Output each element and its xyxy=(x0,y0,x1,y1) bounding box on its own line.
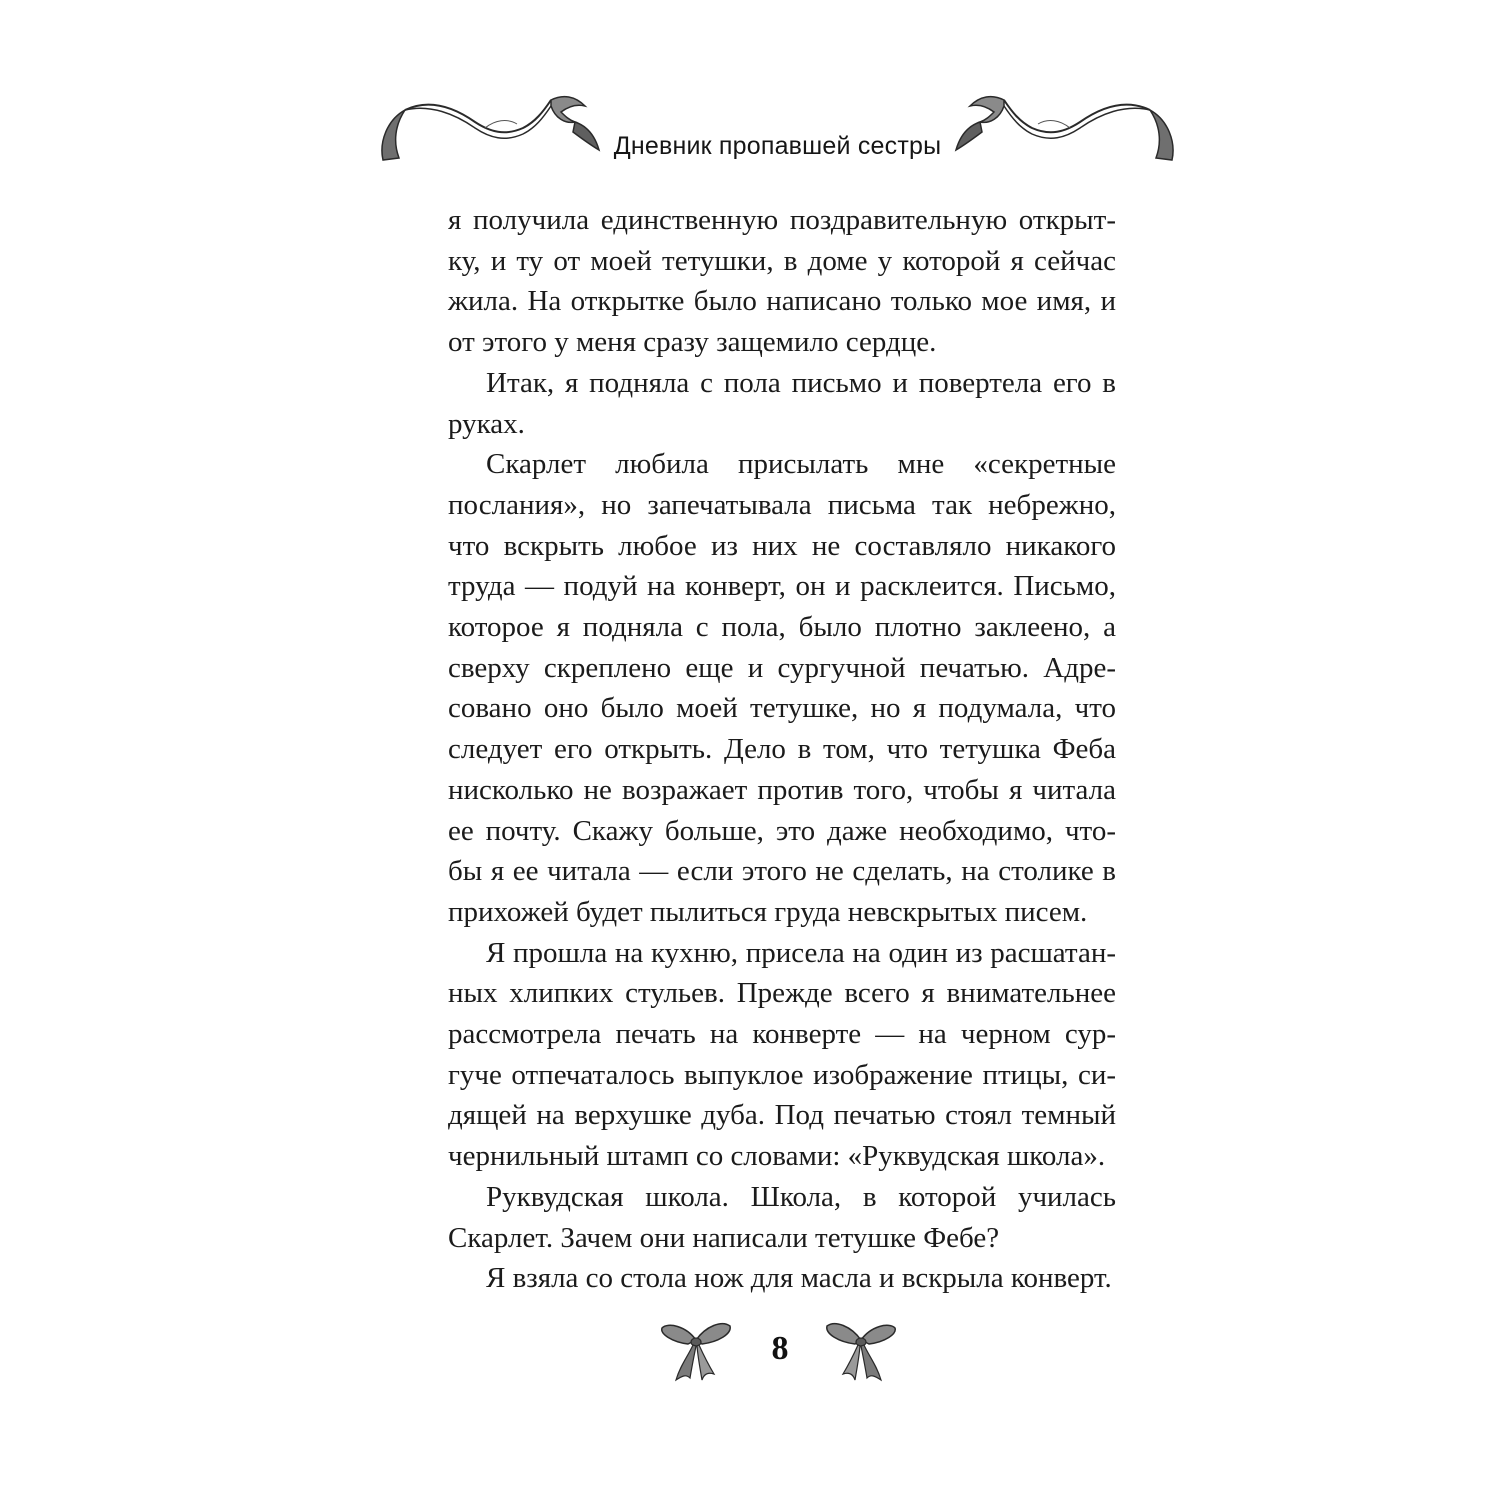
bow-ornament-icon xyxy=(823,1318,899,1388)
running-title: Дневник пропавшей сестры xyxy=(613,132,942,160)
page-header xyxy=(375,90,1180,180)
page-footer xyxy=(0,1318,1500,1388)
paragraph: Итак, я подняла с пола письмо и повертела его в руках. xyxy=(448,366,1116,440)
body-text xyxy=(448,200,1116,1299)
paragraph: Я прошла на кухню, присела на один из расшатан-ных хлипких стульев. Прежде всего я внимательнее рассмотрела печать на конверте — на черном сур-гуче отпечаталось выпуклое изображение птицы, си-дящей на верхушке дуба. Под печатью стоял темный чернильный штамп со словами: «Руквудская школа». xyxy=(448,936,1116,1173)
paragraph: Скарлет любила присылать мне «секретные послания», но запечатывала письма так небрежно, что вскрыть любое из них не составляло никакого труда — подуй на конверт, он и расклеится. Письмо, которое я подняла с пола, было плотно заклеено, а сверху скреплено еще и сургучной печатью. Адре-совано оно было моей тетушке, но я подумала, что следует его открыть. Дело в том, что тетушка Феба нисколько не возражает против того, чтобы я читала ее почту. Скажу больше, это даже необходимо, что-бы я ее читала — если этого не сделать, на столике в прихожей будет пылиться груда невскрытых писем. xyxy=(448,448,1116,928)
paragraph: Руквудская школа. Школа, в которой училась Скарлет. Зачем они написали тетушке Фебе? xyxy=(448,1180,1116,1254)
bow-ornament-icon xyxy=(658,1318,734,1388)
paragraph: я получила единственную поздравительную открыт-ку, и ту от моей тетушки, в доме у которой я сейчас жила. На открытке было написано только мое имя, и от этого у меня сразу защемило сердце. xyxy=(448,204,1116,359)
paragraph: Я взяла со стола нож для масла и вскрыла конверт. xyxy=(486,1262,1112,1295)
page-number: 8 xyxy=(771,1330,789,1367)
